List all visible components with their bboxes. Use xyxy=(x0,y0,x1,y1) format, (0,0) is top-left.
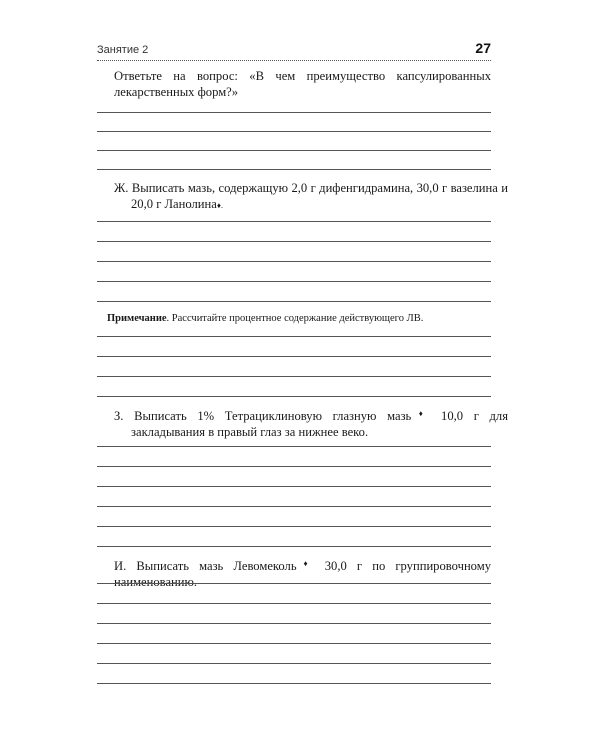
task-z xyxy=(114,406,508,440)
answer-line[interactable] xyxy=(97,446,491,447)
answer-line[interactable] xyxy=(97,131,491,132)
answer-line[interactable] xyxy=(97,663,491,664)
note xyxy=(107,312,491,326)
note-label: Примечание xyxy=(107,313,167,324)
answer-line[interactable] xyxy=(97,396,491,397)
answer-line[interactable] xyxy=(97,281,491,282)
answer-line[interactable] xyxy=(97,546,491,547)
trademark-mark: ♦ xyxy=(296,559,315,568)
answer-line[interactable] xyxy=(97,643,491,644)
page-number: 27 xyxy=(475,40,491,56)
answer-line[interactable] xyxy=(97,526,491,527)
answer-line[interactable] xyxy=(97,301,491,302)
answer-line[interactable] xyxy=(97,466,491,467)
task-i-text-before: И. Выписать мазь Левомеколь xyxy=(114,559,297,573)
answer-line[interactable] xyxy=(97,221,491,222)
task-zh-text: Ж. Выписать мазь, содержащую 2,0 г дифенгидрамина, 30,0 г вазелина и 20,0 г Ланолина xyxy=(114,181,508,211)
answer-line[interactable] xyxy=(97,603,491,604)
answer-line[interactable] xyxy=(97,356,491,357)
note-text: . Рассчитайте процентное содержание действующего ЛВ. xyxy=(166,313,424,324)
question-text: Ответьте на вопрос: «В чем преимущество капсулированных лекарственных форм?» xyxy=(114,69,491,99)
trademark-mark: ♦. xyxy=(216,201,223,210)
answer-line[interactable] xyxy=(97,336,491,337)
answer-line[interactable] xyxy=(97,112,491,113)
answer-line[interactable] xyxy=(97,683,491,684)
answer-line[interactable] xyxy=(97,150,491,151)
task-zh xyxy=(114,180,508,214)
task-z-text-after: 10,0 г для закладывания в правый глаз за нижнее веко. xyxy=(131,409,508,439)
answer-line[interactable] xyxy=(97,506,491,507)
answer-line[interactable] xyxy=(97,486,491,487)
trademark-mark: ♦ xyxy=(411,409,431,418)
answer-line[interactable] xyxy=(97,623,491,624)
task-z-text-before: З. Выписать 1% Тетрациклиновую глазную мазь xyxy=(114,409,412,423)
task-i-text-after: 30,0 г по группировочному наименованию. xyxy=(114,559,492,589)
answer-line[interactable] xyxy=(97,241,491,242)
answer-line[interactable] xyxy=(97,169,491,170)
running-header-section: Занятие 2 xyxy=(97,44,149,56)
header-divider xyxy=(97,60,491,61)
answer-line[interactable] xyxy=(97,583,491,584)
task-i xyxy=(114,556,491,590)
answer-line[interactable] xyxy=(97,376,491,377)
answer-line[interactable] xyxy=(97,261,491,262)
